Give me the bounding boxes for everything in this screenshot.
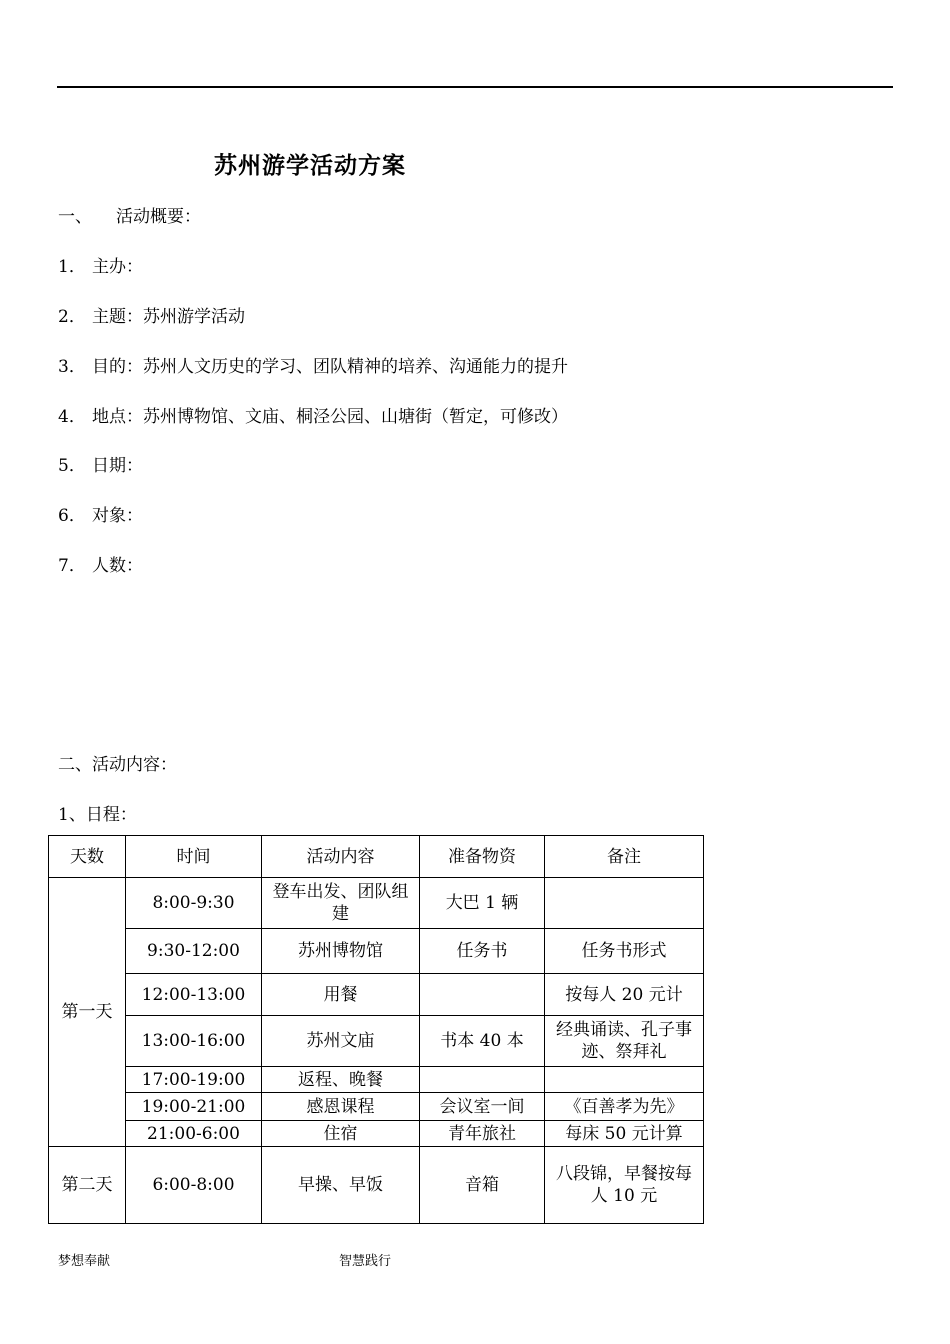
- activity-cell: 登车出发、团队组建: [262, 878, 420, 929]
- table-row: [49, 1093, 704, 1121]
- header-cell-day: 天数: [49, 836, 126, 878]
- table-row: [49, 878, 704, 929]
- note-cell: [545, 1067, 704, 1093]
- table-row: [49, 1147, 704, 1224]
- table-row: [49, 974, 704, 1016]
- item-text: 对象：: [92, 506, 143, 526]
- list-item: [58, 402, 568, 427]
- note-cell: 任务书形式: [545, 929, 704, 974]
- supplies-cell: 大巴 1 辆: [420, 878, 545, 929]
- note-cell: 每床 50 元计算: [545, 1121, 704, 1147]
- footer-right-text: 智慧践行: [339, 1254, 392, 1269]
- item-text: 人数：: [92, 556, 143, 576]
- activity-cell: 早操、早饭: [262, 1147, 420, 1224]
- item-number: 3．: [58, 357, 86, 377]
- day-2-cell: 第二天: [49, 1147, 126, 1224]
- section-2-heading: 二、活动内容：: [58, 755, 177, 775]
- footer-left-text: 梦想奉献: [58, 1254, 111, 1269]
- time-cell: 12:00-13:00: [126, 974, 262, 1016]
- table-row: [49, 1121, 704, 1147]
- item-number: 6．: [58, 506, 86, 526]
- time-cell: 21:00-6:00: [126, 1121, 262, 1147]
- header-cell-supplies: 准备物资: [420, 836, 545, 878]
- schedule-table: [48, 835, 704, 1224]
- table-row: [49, 1067, 704, 1093]
- time-cell: 6:00-8:00: [126, 1147, 262, 1224]
- item-number: 5．: [58, 456, 86, 476]
- item-text: 主办：: [92, 257, 143, 277]
- list-item: [58, 451, 143, 476]
- note-cell: 八段锦，早餐按每人 10 元: [545, 1147, 704, 1224]
- activity-cell: 苏州文庙: [262, 1016, 420, 1067]
- item-number: 1．: [58, 257, 86, 277]
- supplies-cell: 音箱: [420, 1147, 545, 1224]
- header-cell-activity: 活动内容: [262, 836, 420, 878]
- list-item: [58, 501, 143, 526]
- note-cell: 《百善孝为先》: [545, 1093, 704, 1121]
- header-cell-note: 备注: [545, 836, 704, 878]
- section-1-heading: [58, 202, 201, 227]
- time-cell: 9:30-12:00: [126, 929, 262, 974]
- document-title: 苏州游学活动方案: [214, 152, 406, 179]
- header-cell-time: 时间: [126, 836, 262, 878]
- time-cell: 13:00-16:00: [126, 1016, 262, 1067]
- table-row: [49, 929, 704, 974]
- item-number: 7．: [58, 556, 86, 576]
- schedule-heading: 1、日程：: [58, 805, 137, 825]
- activity-cell: 苏州博物馆: [262, 929, 420, 974]
- activity-cell: 用餐: [262, 974, 420, 1016]
- supplies-cell: 任务书: [420, 929, 545, 974]
- item-text: 地点：苏州博物馆、文庙、桐泾公园、山塘街（暂定，可修改）: [92, 407, 568, 427]
- day-1-cell: 第一天: [49, 878, 126, 1147]
- item-text: 日期：: [92, 456, 143, 476]
- section-1-number: 一、: [58, 207, 92, 227]
- supplies-cell: 青年旅社: [420, 1121, 545, 1147]
- note-cell: [545, 878, 704, 929]
- list-item: [58, 551, 143, 576]
- list-item: [58, 302, 245, 327]
- section-1-label: 活动概要：: [116, 207, 201, 227]
- note-cell: 经典诵读、孔子事迹、祭拜礼: [545, 1016, 704, 1067]
- time-cell: 19:00-21:00: [126, 1093, 262, 1121]
- time-cell: 8:00-9:30: [126, 878, 262, 929]
- list-item: [58, 352, 568, 377]
- activity-cell: 住宿: [262, 1121, 420, 1147]
- supplies-cell: 会议室一间: [420, 1093, 545, 1121]
- header-rule: [57, 86, 893, 88]
- time-cell: 17:00-19:00: [126, 1067, 262, 1093]
- list-item: [58, 252, 143, 277]
- activity-cell: 返程、晚餐: [262, 1067, 420, 1093]
- table-header-row: [49, 836, 704, 878]
- item-text: 主题：苏州游学活动: [92, 307, 245, 327]
- note-cell: 按每人 20 元计: [545, 974, 704, 1016]
- supplies-cell: [420, 1067, 545, 1093]
- item-text: 目的：苏州人文历史的学习、团队精神的培养、沟通能力的提升: [92, 357, 568, 377]
- table-row: [49, 1016, 704, 1067]
- supplies-cell: 书本 40 本: [420, 1016, 545, 1067]
- activity-cell: 感恩课程: [262, 1093, 420, 1121]
- item-number: 4．: [58, 407, 86, 427]
- supplies-cell: [420, 974, 545, 1016]
- item-number: 2．: [58, 307, 86, 327]
